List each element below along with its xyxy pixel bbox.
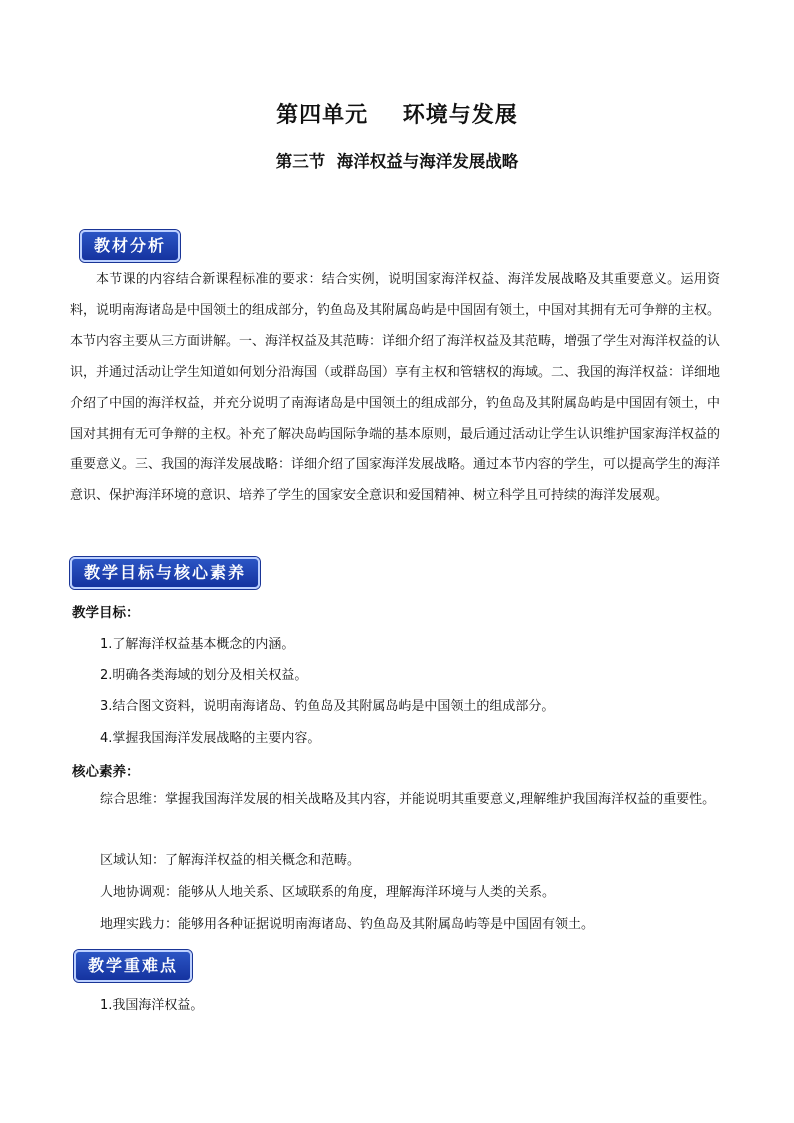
badge-key-difficult-points: 教学重难点 <box>74 950 192 982</box>
badge-textbook-analysis: 教材分析 <box>80 230 180 262</box>
literacy-item: 区域认知：了解海洋权益的相关概念和范畴。 <box>100 853 361 868</box>
section-title: 第三节 海洋权益与海洋发展战略 <box>275 152 519 171</box>
analysis-paragraph: 本节课的内容结合新课程标准的要求：结合实例，说明国家海洋权益、海洋发展战略及其重要意义。运用资料，说明南海诸岛是中国领土的组成部分，钓鱼岛及其附属岛屿是中国固有领土，中国对其拥有无可争辩的主权。本节内容主要从三方面讲解。一、海洋权益及其范畴：详细介绍了海洋权益及其范畴，增强了学生对海洋权益的认识，并通过活动让学生知道如何划分沿海国（或群岛国）享有主权和管辖权的海域。二、我国的海洋权益：详细地介绍了中国的海洋权益，并充分说明了南海诸岛是中国领土的组成部分，钓鱼岛及其附属岛屿是中国固有领土，中国对其拥有无可争辩的主权。补充了解决岛屿国际争端的基本原则，最后通过活动让学生认识维护国家海洋权益的重要意义。三、我国的海洋发展战略：详细介绍了国家海洋发展战略。通过本节内容的学生，可以提高学生的海洋意识、保护海洋环境的意识、培养了学生的国家安全意识和爱国精神、树立科学且可持续的海洋发展观。 <box>70 272 721 504</box>
goal-item: 1.了解海洋权益基本概念的内涵。 <box>100 637 295 652</box>
unit-title: 第四单元 环境与发展 <box>276 102 518 128</box>
goal-item: 3.结合图文资料，说明南海诸岛、钓鱼岛及其附属岛屿是中国领土的组成部分。 <box>100 699 555 714</box>
literacy-item: 人地协调观：能够从人地关系、区域联系的角度，理解海洋环境与人类的关系。 <box>100 885 556 900</box>
goal-item: 4.掌握我国海洋发展战略的主要内容。 <box>100 731 321 746</box>
literacy-heading: 核心素养： <box>72 764 140 780</box>
literacy-item: 综合思维：掌握我国海洋发展的相关战略及其内容，并能说明其重要意义,理解维护我国海洋权益的重要性。 <box>100 792 716 807</box>
goals-heading: 教学目标： <box>72 605 140 621</box>
literacy-item: 地理实践力：能够用各种证据说明南海诸岛、钓鱼岛及其附属岛屿等是中国固有领土。 <box>100 917 595 932</box>
goal-item: 2.明确各类海域的划分及相关权益。 <box>100 668 308 683</box>
badge-objectives-literacy: 教学目标与核心素养 <box>70 557 260 589</box>
key-point-item: 1.我国海洋权益。 <box>100 998 204 1013</box>
